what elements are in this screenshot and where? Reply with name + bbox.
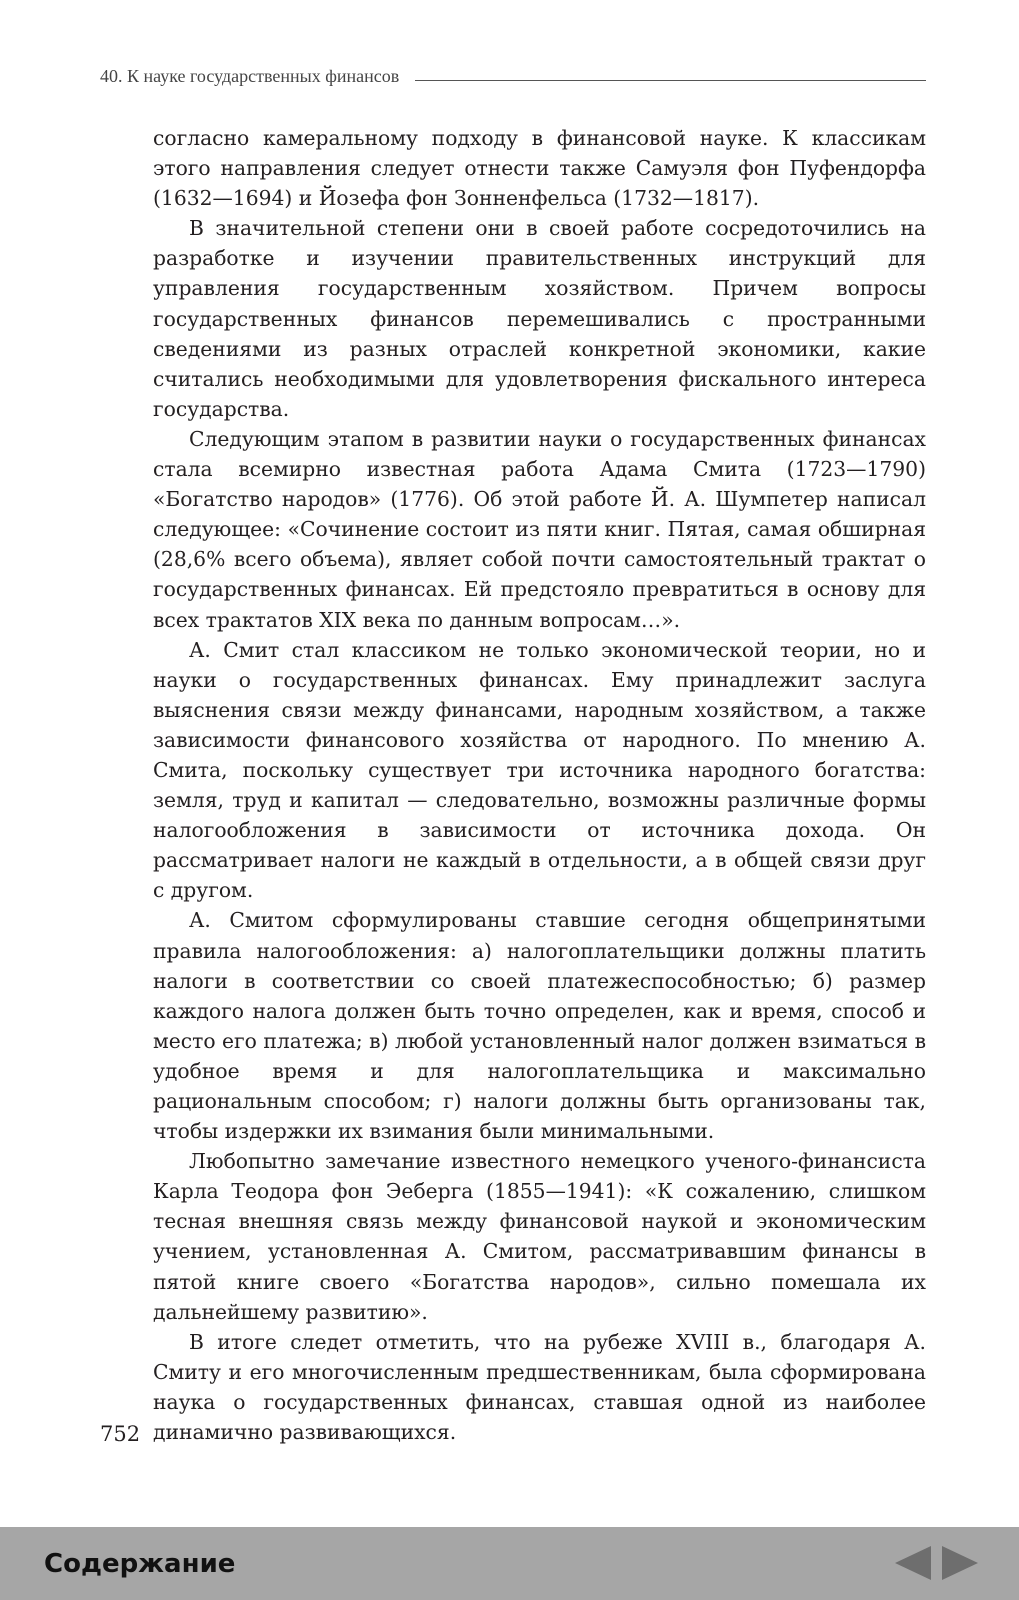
paragraph: В итоге следет отметить, что на рубеже XVIII в., благодаря А. Смиту и его многочисленным предшественникам, была сформирована наука о государственных финансах, ставшая одной из наиболее динамично развивающихся.: [153, 1329, 926, 1445]
running-header-title: 40. К науке государственных финансов: [100, 65, 400, 86]
paragraph: Любопытно замечание известного немецкого ученого-финансиста Карла Теодора фон Эеберга (1855—1941): «К сожалению, слишком тесная внешняя связь между финансовой наукой и экономическим учением, установленная А. Смитом, рассматривавшим финансы в пятой книге своего «Богатства народов», сильно помешала их дальнейшему развитию».: [153, 1149, 926, 1324]
paragraph: А. Смит стал классиком не только экономической теории, но и науки о государственных финансах. Ему принадлежит заслуга выяснения связи между финансами, народным хозяйством, а также зависимости финансового хозяйства от народного. По мнению А. Смита, поскольку существует три источника народного богатства: земля, труд и капитал — следовательно, возможны различные формы налогообложения в зависимости от источника дохода. Он рассматривает налоги не каждый в отдельности, а в общей связи друг с другом.: [153, 637, 926, 903]
running-header: [100, 64, 926, 88]
navigation-bar: [0, 1527, 1019, 1600]
header-rule: [415, 80, 926, 81]
paragraph: А. Смитом сформулированы ставшие сегодня общепринятыми правила налогообложения: а) налогоплательщики должны платить налоги в соответствии со своей платежеспособностью; б) размер каждого налога должен быть точно определен, как и время, способ и место его платежа; в) любой установленный налог должен взиматься в удобное время и для налогоплательщика и максимально рациональным способом; г) налоги должны быть организованы так, чтобы издержки их взимания были минимальными.: [153, 908, 926, 1144]
paragraph: Следующим этапом в развитии науки о государственных финансах стала всемирно известная работа Адама Смита (1723—1790) «Богатство народов» (1776). Об этой работе Й. А. Шумпетер написал следующее: «Сочинение состоит из пяти книг. Пятая, самая обширная (28,6% всего объема), являет собой почти самостоятельный трактат о государственных финансах. Ей предстояло превратиться в основу для всех трактатов XIX века по данным вопросам…».: [153, 426, 926, 632]
triangle-right-icon[interactable]: [940, 1543, 980, 1583]
paragraph: В значительной степени они в своей работе сосредоточились на разработке и изучении правительственных инструкций для управления государственным хозяйством. Причем вопросы государственных финансов перемешивались с пространными сведениями из разных отраслей конкретной экономики, какие считались необходимыми для удовлетворения фискального интереса государства.: [153, 216, 926, 421]
body-text: [153, 123, 926, 1447]
triangle-left-icon[interactable]: [893, 1543, 933, 1583]
page-number: 752: [100, 1422, 141, 1446]
table-of-contents-link[interactable]: Содержание: [44, 1549, 236, 1579]
paragraph-continued: согласно камеральному подходу в финансовой науке. К классикам этого направления следует отнести также Самуэля фон Пуфендорфа (1632—1694) и Йозефа фон Зонненфельса (1732—1817).: [153, 126, 926, 211]
